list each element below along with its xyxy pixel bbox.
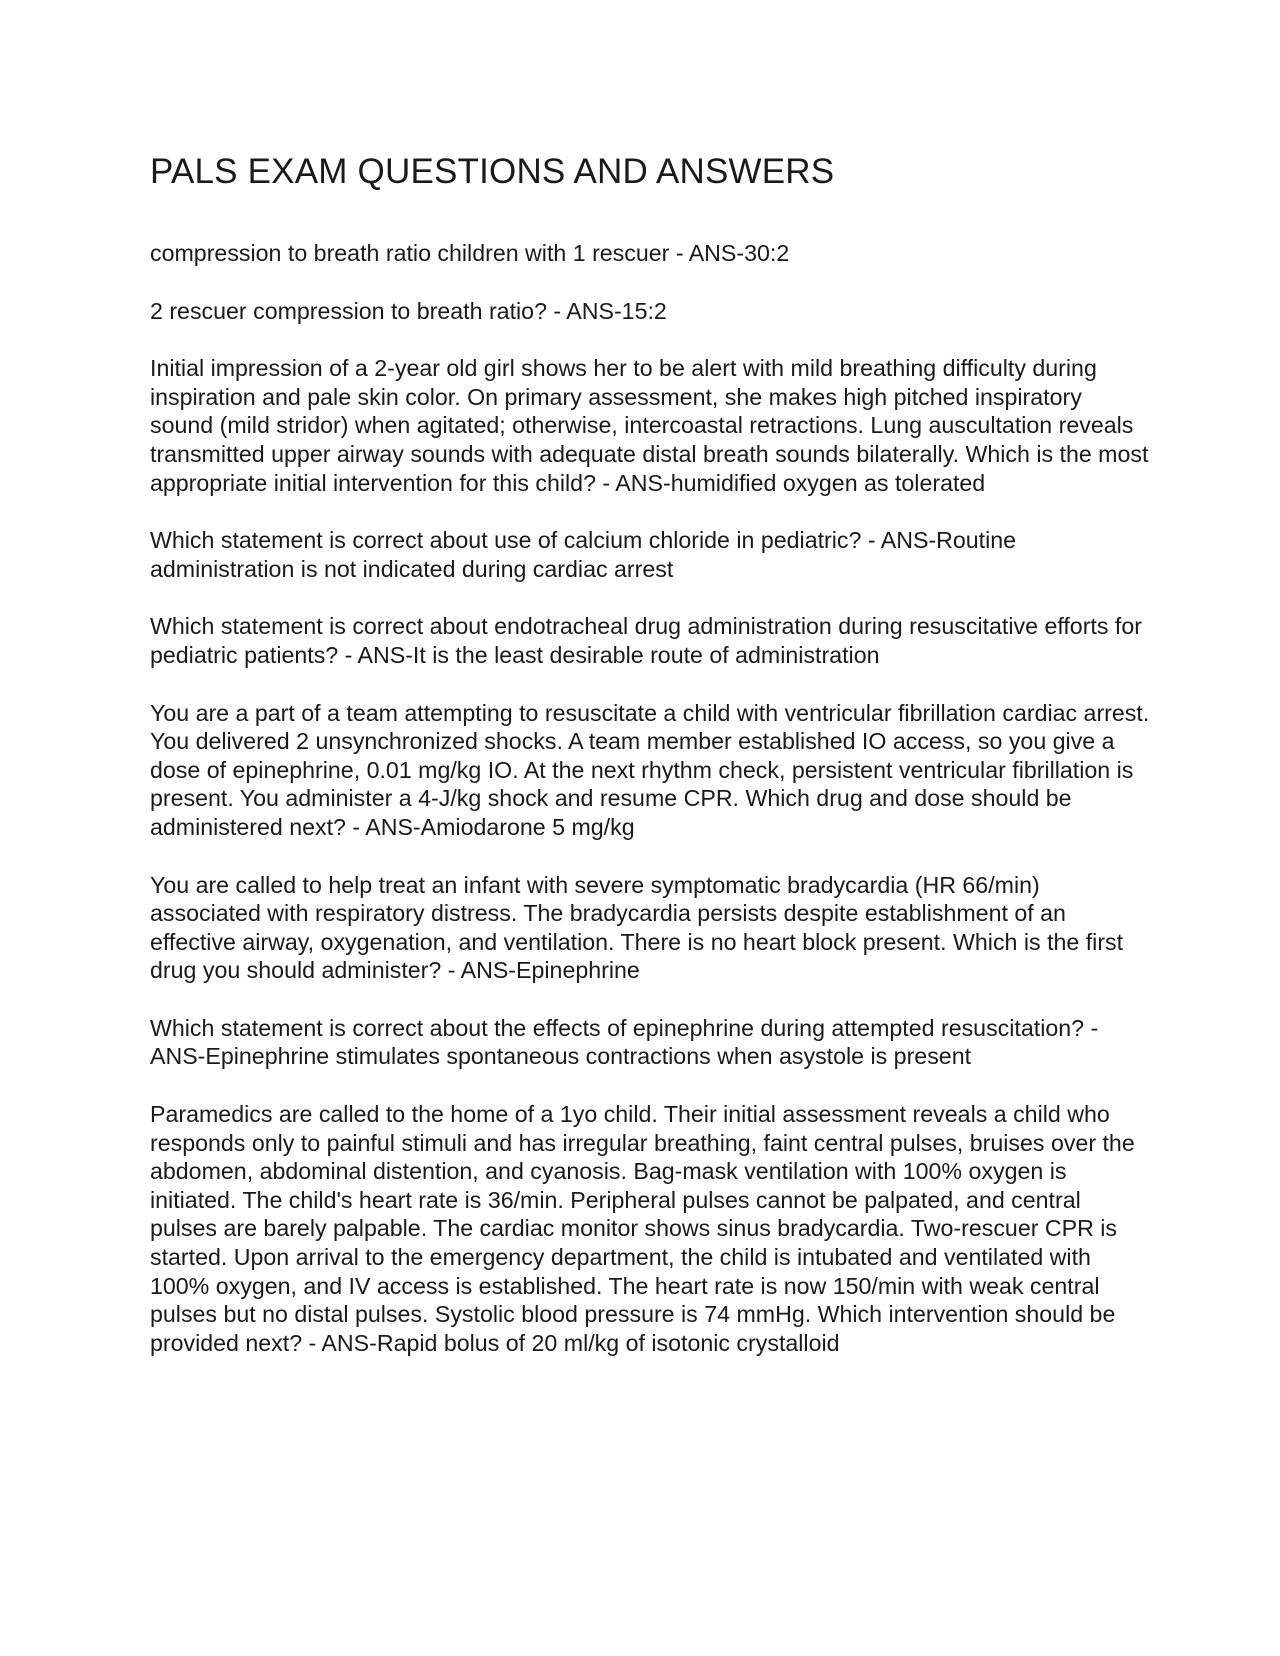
qa-item-5: Which statement is correct about endotracheal drug administration during resuscitative efforts for pediatric patients? - ANS-It is the least desirable route of administration [150, 613, 1142, 668]
qa-item-2: 2 rescuer compression to breath ratio? - ANS-15:2 [150, 297, 667, 324]
qa-item-4: Which statement is correct about use of calcium chloride in pediatric? - ANS-Routine administration is not indicated during cardiac arrest [150, 527, 1017, 582]
qa-item-9: Paramedics are called to the home of a 1yo child. Their initial assessment reveals a child who responds only to painful stimuli and has irregular breathing, faint central pulses, bruises over the abdomen, abdominal distention, and cyanosis. Bag-mask ventilation with 100% oxygen is initiated. The child's heart rate is 36/min. Peripheral pulses cannot be palpated, and central pulses are barely palpable. The cardiac monitor shows sinus bradycardia. Two-rescuer CPR is started. Upon arrival to the emergency department, the child is intubated and ventilated with 100% oxygen, and IV access is established. The heart rate is now 150/min with weak central pulses but no distal pulses. Systolic blood pressure is 74 mmHg. Which intervention should be provided next? - ANS-Rapid bolus of 20 ml/kg of isotonic crystalloid [150, 1101, 1135, 1356]
qa-item-7: You are called to help treat an infant with severe symptomatic bradycardia (HR 66/min) associated with respiratory distress. The bradycardia persists despite establishment of an effective airway, oxygenation, and ventilation. There is no heart block present. Which is the first drug you should administer? - ANS-Epinephrine [150, 871, 1124, 984]
qa-list [150, 239, 1150, 1357]
qa-item-3: Initial impression of a 2-year old girl shows her to be alert with mild breathing difficulty during inspiration and pale skin color. On primary assessment, she makes high pitched inspiratory sound (mild stridor) when agitated; otherwise, intercoastal retractions. Lung auscultation reveals transmitted upper airway sounds with adequate distal breath sounds bilaterally. Which is the most appropriate initial intervention for this child? - ANS-humidified oxygen as tolerated [150, 355, 1149, 496]
qa-item-6: You are a part of a team attempting to resuscitate a child with ventricular fibrillation cardiac arrest. You delivered 2 unsynchronized shocks. A team member established IO access, so you give a dose of epinephrine, 0.01 mg/kg IO. At the next rhythm check, persistent ventricular fibrillation is present. You administer a 4-J/kg shock and resume CPR. Which drug and dose should be administered next? - ANS-Amiodarone 5 mg/kg [150, 699, 1150, 840]
document-title: PALS EXAM QUESTIONS AND ANSWERS [150, 152, 835, 191]
qa-item-1: compression to breath ratio children with 1 rescuer - ANS-30:2 [150, 240, 790, 266]
document-content [150, 150, 1150, 1386]
qa-item-8: Which statement is correct about the effects of epinephrine during attempted resuscitation? - ANS-Epinephrine stimulates spontaneous contractions when asystole is present [150, 1014, 1099, 1070]
